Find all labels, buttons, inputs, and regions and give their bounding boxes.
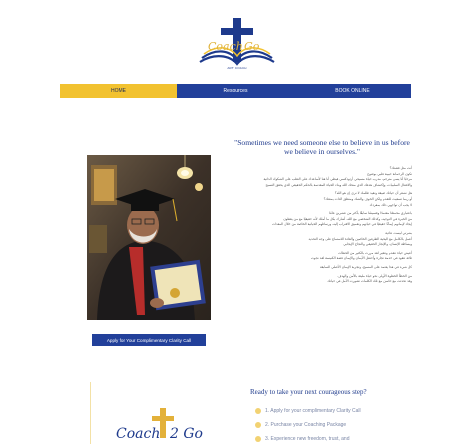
arabic-line: وبساطة الإنسان، والإنجاز الحقيقي والنجاح الإيجابي [343, 242, 412, 247]
divider [90, 382, 91, 444]
arabic-line: باعتباري محمضًا معتمدًا وقسيسًا سابقًا بأكثر من عشرين عامًا [329, 211, 412, 216]
clarity-call-button[interactable]: Apply for Your Complimentary Clarity Call [92, 334, 206, 346]
logo-tagline: ART COACH [227, 66, 247, 70]
arabic-line: أعمل بالكامل مع اليحية الطرفين الخاصين والقادة للاستماع على وجه التحديد [308, 236, 412, 241]
arabic-line: تكون الرحمانة حبيبة قلبي بوضوح [367, 171, 412, 176]
svg-text:Go: Go [244, 40, 260, 53]
step-text: 2. Purchase your Coaching Package [265, 422, 347, 428]
arabic-line: أعيش حياة تتقدم وتتغير لقد مررت بالكثير من الحظات [338, 250, 412, 255]
step-text: 1. Apply for your complimentary Clarity Call [265, 408, 361, 414]
graduation-photo [87, 155, 211, 320]
ready-heading: Ready to take your next courageous step? [250, 388, 367, 396]
svg-text:Coach: Coach [208, 40, 243, 53]
step-item [255, 422, 346, 428]
step-item [255, 436, 350, 442]
arabic-line: لا يجب أن تواجهي ذلك بمفردك [369, 202, 412, 207]
arabic-line: أنت مثل قصتك؟ [389, 166, 412, 170]
arabic-line: إيجاد لإيمانهم إيمانًا حقيقيًا في حياتهم وتعميق الاقتراب إليه، ورسائلهم الحياتية الخاصة من خلال المعدات [271, 222, 412, 227]
step-bullet-icon [255, 436, 261, 442]
arabic-line: من الخبرة في التوجيه، وكذلك الشخصي مع الله، أشارك بكل ما أملك لأنه حقيقيًا مع من يقطون [283, 216, 412, 221]
arabic-line: والاقتتال السلبيات، وإكتشاف هدفك الذي منحك الله وبناء الحياة المقدسة بالحكم الحقيقي الذي يحقق التسبح [265, 182, 412, 187]
step-item [255, 408, 361, 414]
step-text: 3. Experience new freedom, trust, and [265, 436, 350, 442]
arabic-line: وقد تحدثت مع حاسن مع تلك الكلمات تصورت الأمل في حياتك [327, 279, 412, 284]
nav-resources[interactable]: Resources [177, 84, 294, 98]
quote-heading: "Sometimes we need someone else to believe in us before we believe in ourselves." [234, 138, 410, 156]
step-bullet-icon [255, 408, 261, 414]
nav-book-online[interactable]: BOOK ONLINE [294, 84, 411, 98]
arabic-line: هل تشعر أن حياتك ضيقة وتقيد ظلمك لا ترى إن هو الله؟ [334, 191, 412, 196]
arabic-line: أو ربما تسعيت للتقدم ولكن الخوف والشك ومنطق الذات يمنعك؟ [323, 196, 412, 201]
nav-home[interactable]: HOME [60, 84, 177, 98]
arabic-line: بشرتي ليست عادية [385, 230, 412, 235]
main-nav [60, 84, 411, 98]
arabic-line: ثلاثة عقود في خدمة تجارة وأحتفل الأيمان والإيمان قصة الكنيسة لقد نجوت [310, 256, 412, 261]
arabic-line: مرحبًا أنا يسى مترجم، مدرب حياة مسيحي أرثوذكسي قبطي أنا هنا لأساعدك على التعلب على الشكوك الذاتية [263, 177, 412, 182]
coach2go-logo-icon [110, 408, 230, 444]
arabic-line: كل شيء في هذا يعتمد على المسيح، وتجربة الإيمان الأصلي السابقة [319, 264, 412, 269]
svg-text:2 Go: 2 Go [170, 426, 203, 442]
arabic-body-text [232, 166, 412, 285]
arabic-line: من الخطأ الخطوة الأولى نحو حياة مليئة بالأمن والهدف. [336, 273, 412, 278]
svg-text:Coach: Coach [116, 426, 161, 442]
step-bullet-icon [255, 422, 261, 428]
